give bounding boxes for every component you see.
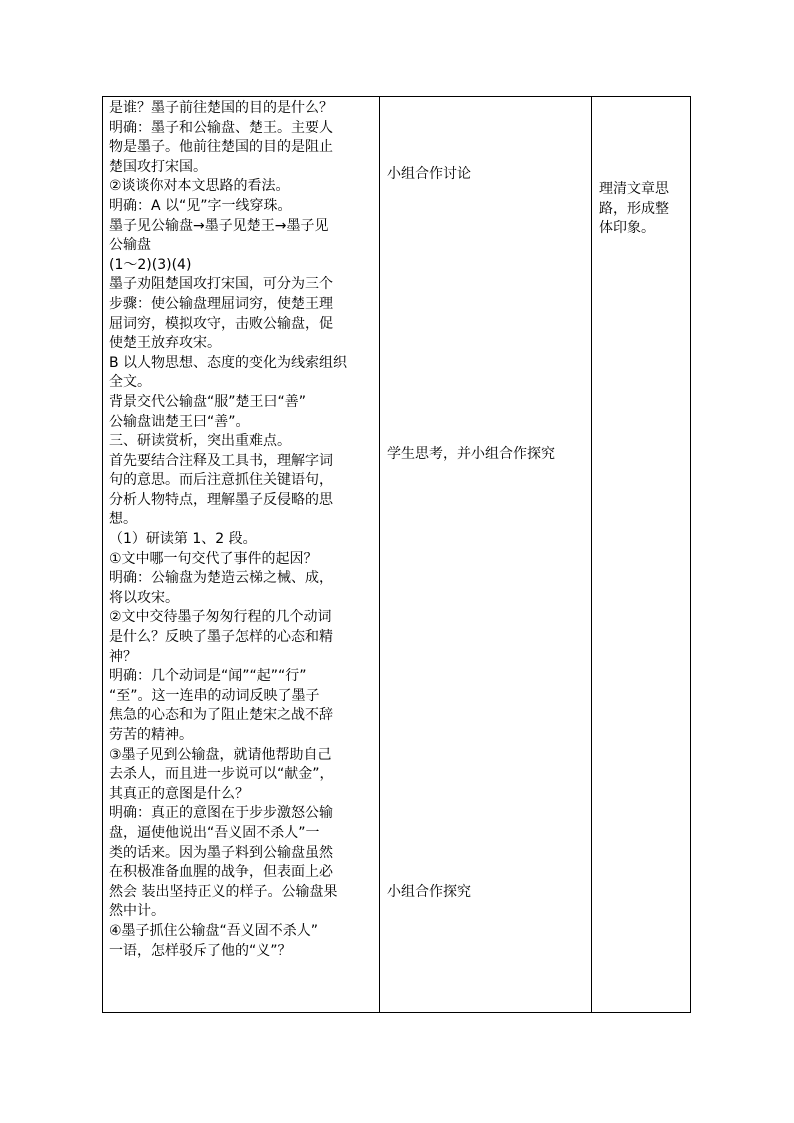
content-line: 明确：几个动词是“闻”“起”“行” (109, 668, 307, 685)
design-intent-line: 体印象。 (599, 220, 655, 237)
content-line: 然中计。 (109, 903, 165, 920)
content-line: ③墨子见到公输盘，就请他帮助自己 (109, 746, 332, 763)
content-line: 去杀人，而且进一步说可以“献金”， (109, 766, 334, 783)
design-intent-cell (599, 180, 687, 239)
content-line: 分析人物特点，理解墨子反侵略的思 (109, 491, 333, 508)
content-line: 墨子见公输盘→墨子见楚王→墨子见 (109, 217, 329, 234)
design-intent-line: 路，形成整 (599, 200, 669, 217)
content-line: ②谈谈你对本文思路的看法。 (109, 178, 290, 195)
content-line: “至”。这一连串的动词反映了墨子 (109, 687, 320, 704)
content-line: 楚国攻打宋国。 (109, 158, 207, 175)
content-line: 屈词穷，模拟攻守，击败公输盘，促 (109, 315, 333, 332)
content-line: 全文。 (109, 374, 151, 391)
design-intent-line: 理清文章思 (599, 181, 669, 197)
content-line: ②文中交待墨子匆匆行程的几个动词 (109, 609, 332, 626)
lesson-table (102, 96, 691, 1013)
content-line: 公输盘诎楚王曰“善”。 (109, 413, 250, 430)
student-activity-group-explore: 小组合作探究 (387, 884, 471, 900)
content-line: (1～2)(3)(4) (109, 256, 192, 273)
content-line: 首先要结合注释及工具书，理解字词 (109, 452, 333, 469)
content-line: 将以攻宋。 (109, 589, 179, 606)
column-divider-activity (591, 97, 592, 1012)
content-line: 明确：墨子和公输盘、楚王。主要人 (109, 119, 333, 136)
content-line: 然会 装出坚持正义的样子。公输盘果 (109, 883, 338, 900)
content-line: 使楚王放弃攻宋。 (109, 335, 221, 352)
content-line: 焦急的心态和为了阻止楚宋之战不辞 (109, 707, 333, 724)
content-line: 在积极准备血腥的战争，但表面上必 (109, 864, 333, 881)
content-line: 步骤：使公输盘理屈词穷，使楚王理 (109, 295, 333, 312)
teaching-content-cell (109, 99, 377, 961)
content-line: 句的意思。而后注意抓住关键语句， (109, 472, 333, 489)
student-activity-discussion: 小组合作讨论 (387, 166, 471, 182)
content-line: B 以人物思想、态度的变化为线索组织 (109, 354, 348, 371)
content-line: 墨子劝阻楚国攻打宋国，可分为三个 (109, 276, 333, 293)
content-line: 盘，逼使他说出“吾义固不杀人”一 (109, 824, 320, 841)
content-line: 三、研读赏析，突出重难点。 (109, 433, 291, 450)
content-line: ④墨子抓住公输盘“吾义固不杀人” (109, 922, 319, 939)
content-line: 想。 (109, 511, 137, 528)
content-line: ①文中哪一句交代了事件的起因？ (109, 550, 318, 567)
content-line: 公输盘 (109, 237, 151, 254)
content-line: 类的话来。因为墨子料到公输盘虽然 (109, 844, 333, 861)
content-line: 是什么？反映了墨子怎样的心态和精 (109, 629, 333, 646)
content-line: 神？ (109, 648, 137, 665)
content-line: 是谁？墨子前往楚国的目的是什么？ (109, 100, 333, 116)
content-line: 明确：A 以“见”字一线穿珠。 (109, 197, 292, 214)
student-activity-explore: 学生思考，并小组合作探究 (387, 446, 555, 462)
content-line: 一语，怎样驳斥了他的“义”？ (109, 942, 292, 959)
content-line: 物是墨子。他前往楚国的目的是阻止 (109, 139, 333, 156)
content-line: 明确：公输盘为楚造云梯之械、成， (109, 570, 333, 587)
content-line: 劳苦的精神。 (109, 727, 193, 743)
content-line: 明确：真正的意图在于步步激怒公输 (109, 805, 333, 822)
content-line: （1）研读第 1、2 段。 (109, 531, 257, 548)
content-line: 背景交代公输盘“服”楚王曰“善” (109, 393, 307, 410)
column-divider-content (379, 97, 380, 1012)
content-line: 其真正的意图是什么？ (109, 785, 249, 802)
